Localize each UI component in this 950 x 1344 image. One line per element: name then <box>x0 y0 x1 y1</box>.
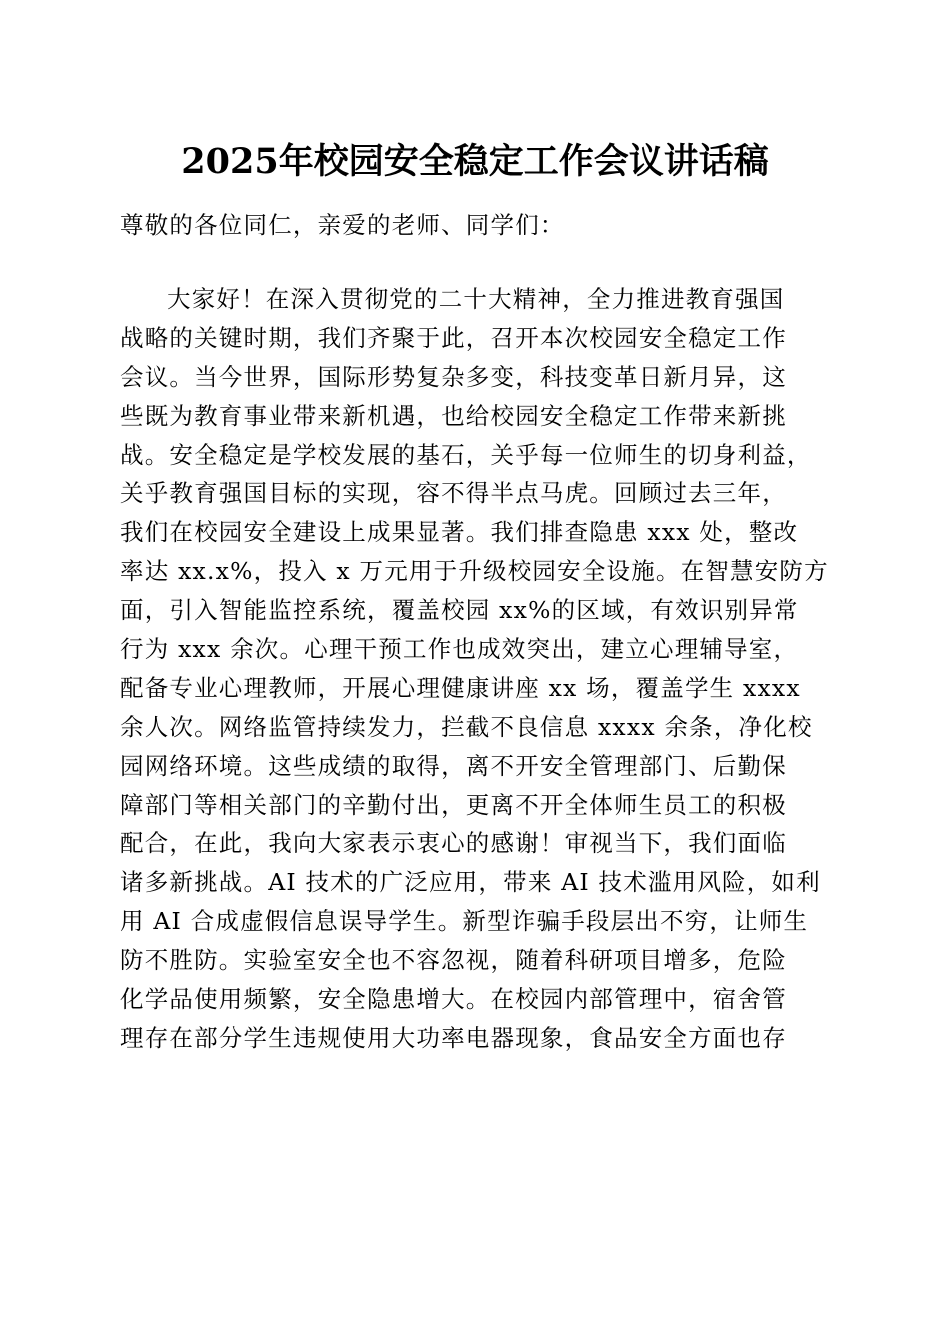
text-line: 面，引入智能监控系统，覆盖校园 xx%的区域，有效识别异常 <box>120 596 799 625</box>
text-line: 战。安全稳定是学校发展的基石，关乎每一位师生的切身利益， <box>120 440 812 469</box>
text-line: 余人次。网络监管持续发力，拦截不良信息 xxxx 余条，净化校 <box>120 712 813 741</box>
text-line: 园网络环境。这些成绩的取得，离不开安全管理部门、后勤保 <box>120 751 787 780</box>
salutation: 尊敬的各位同仁，亲爱的老师、同学们： <box>120 211 565 239</box>
text-line: 诸多新挑战。AI 技术的广泛应用，带来 AI 技术滥用风险，如利 <box>120 868 821 897</box>
text-line: 配备专业心理教师，开展心理健康讲座 xx 场，覆盖学生 xxxx <box>120 673 801 702</box>
text-line: 率达 xx.x%，投入 x 万元用于升级校园安全设施。在智慧安防方 <box>120 557 829 586</box>
text-line: 障部门等相关部门的辛勤付出，更离不开全体师生员工的积极 <box>120 790 787 819</box>
text-line: 会议。当今世界，国际形势复杂多变，科技变革日新月异，这 <box>120 362 787 391</box>
text-line: 关乎教育强国目标的实现，容不得半点马虎。回顾过去三年， <box>120 479 787 508</box>
text-line: 战略的关键时期，我们齐聚于此，召开本次校园安全稳定工作 <box>120 323 787 352</box>
body-paragraph <box>120 280 840 1058</box>
text-line: 我们在校园安全建设上成果显著。我们排查隐患 xxx 处，整改 <box>120 518 799 547</box>
text-line: 些既为教育事业带来新机遇，也给校园安全稳定工作带来新挑 <box>120 401 787 430</box>
text-line: 行为 xxx 余次。心理干预工作也成效突出，建立心理辅导室， <box>120 635 799 664</box>
document-title: 2025年校园安全稳定工作会议讲话稿 <box>181 141 769 182</box>
text-line: 用 AI 合成虚假信息误导学生。新型诈骗手段层出不穷，让师生 <box>120 907 809 936</box>
text-line: 理存在部分学生违规使用大功率电器现象，食品安全方面也存 <box>120 1023 787 1052</box>
text-line: 配合，在此，我向大家表示衷心的感谢！审视当下，我们面临 <box>120 829 787 858</box>
text-line: 化学品使用频繁，安全隐患增大。在校园内部管理中，宿舍管 <box>120 985 787 1014</box>
text-line: 大家好！在深入贯彻党的二十大精神，全力推进教育强国 <box>167 285 785 313</box>
text-line: 防不胜防。实验室安全也不容忽视，随着科研项目增多，危险 <box>120 946 787 975</box>
